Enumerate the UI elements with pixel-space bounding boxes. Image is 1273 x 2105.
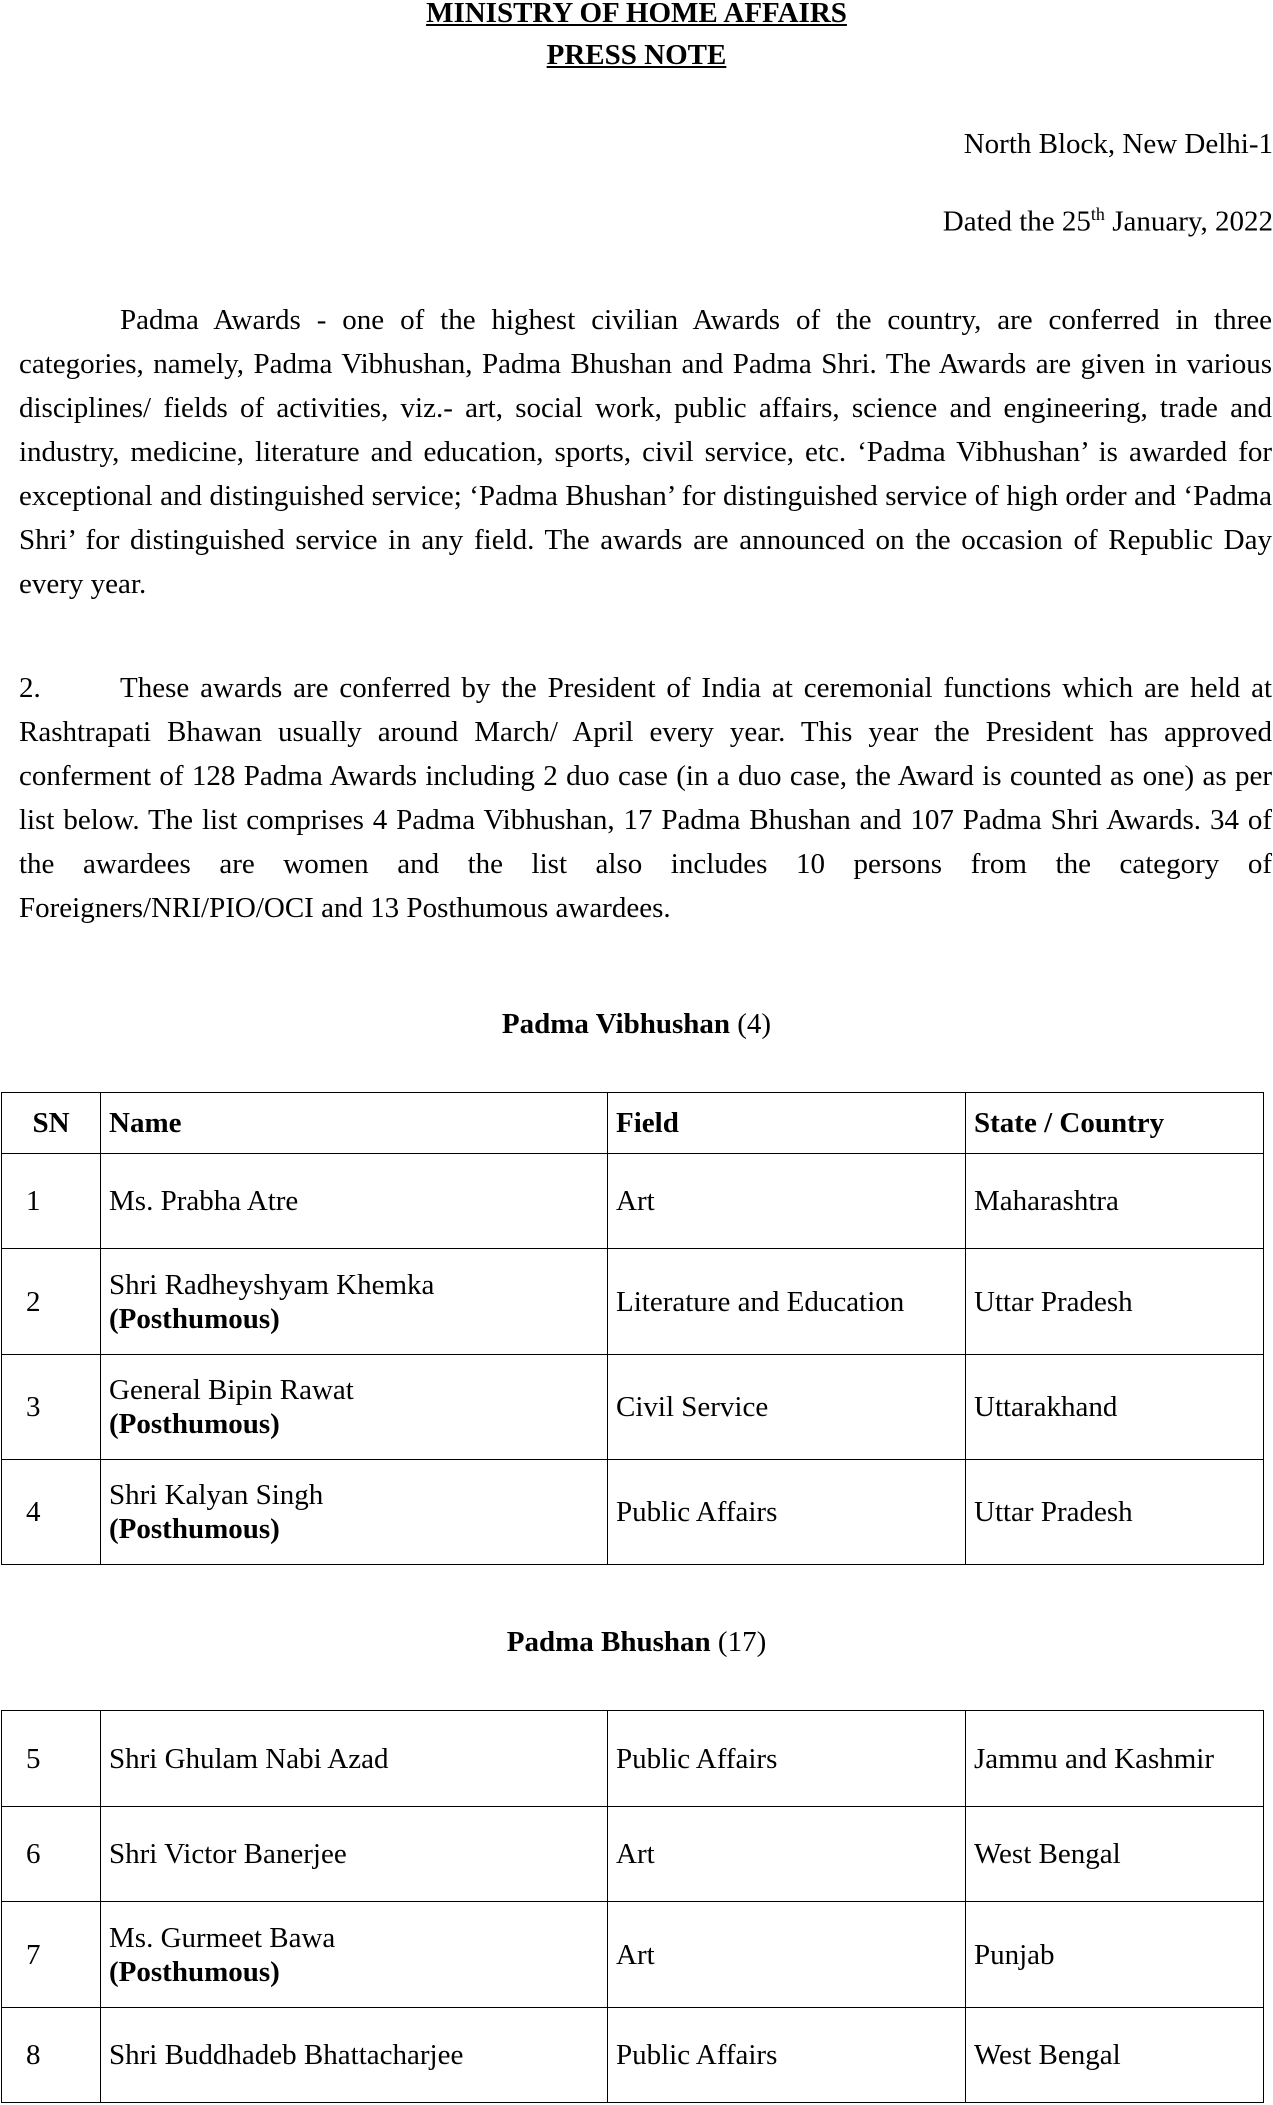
row-state: Uttar Pradesh (966, 1460, 1264, 1565)
row-sn: 1 (2, 1154, 101, 1249)
row-field: Civil Service (608, 1355, 966, 1460)
vibhushan-heading-count: (4) (730, 1008, 772, 1040)
awardee-name: Shri Ghulam Nabi Azad (109, 1742, 389, 1775)
awardee-name: Shri Kalyan Singh (109, 1479, 324, 1511)
awardee-name: General Bipin Rawat (109, 1374, 354, 1406)
paragraph-1-text: Padma Awards - one of the highest civilian Awards of the country, are conferred in three categories, namely, Padma Vibhushan, Padma Bhushan and Padma Shri. The Awards are given in various disciplines/ fields of activities, viz.- art, social work, public affairs, science and engineering, trade and industry, medicine, literature and education, sports, civil service, etc. ‘Padma Vibhushan’ is awarded for exceptional and distinguished service; ‘Padma Bhushan’ for distinguished service of high order and ‘Padma Shri’ for distinguished service in any field. The awards are announced on the occasion of Republic Day every year. (19, 304, 1272, 600)
date-superscript: th (1090, 204, 1105, 224)
row-field: Public Affairs (608, 1711, 966, 1807)
paragraph-2-text: These awards are conferred by the President of India at ceremonial functions which are held at Rashtrapati Bhawan usually around March/ April every year. This year the President has approved conferment of 128 Padma Awards including 2 duo case (in a duo case, the Award is counted as one) as per list below. The list comprises 4 Padma Vibhushan, 17 Padma Bhushan and 107 Padma Shri Awards. 34 of the awardees are women and the list also includes 10 persons from the category of Foreigners/NRI/PIO/OCI and 13 Posthumous awardees. (19, 672, 1272, 924)
table-row (2, 1807, 1264, 1902)
table-row (2, 1460, 1264, 1565)
table-row (2, 2008, 1264, 2103)
posthumous-label: (Posthumous) (109, 1955, 280, 1988)
row-field: Public Affairs (608, 1460, 966, 1565)
date-prefix: Dated the 25 (942, 205, 1091, 238)
row-sn: 3 (2, 1355, 101, 1460)
row-name (101, 2008, 608, 2103)
row-sn: 6 (2, 1807, 101, 1902)
row-sn: 4 (2, 1460, 101, 1565)
row-name (101, 1355, 608, 1460)
row-sn: 7 (2, 1902, 101, 2008)
paragraph-2 (19, 666, 1272, 930)
row-state: West Bengal (966, 1807, 1264, 1902)
row-field: Art (608, 1902, 966, 2008)
row-name (101, 1460, 608, 1565)
posthumous-label: (Posthumous) (109, 1513, 280, 1545)
table-row (2, 1154, 1264, 1249)
posthumous-label: (Posthumous) (109, 1408, 280, 1440)
table-row (2, 1711, 1264, 1807)
press-note-title: PRESS NOTE (546, 39, 727, 71)
row-field: Literature and Education (608, 1249, 966, 1355)
row-state: Jammu and Kashmir (966, 1711, 1264, 1807)
row-sn: 2 (2, 1249, 101, 1355)
table-row (2, 1902, 1264, 2008)
row-sn: 8 (2, 2008, 101, 2103)
awardee-name: Ms. Prabha Atre (109, 1185, 299, 1217)
bhushan-heading (0, 1625, 1273, 1659)
row-field: Art (608, 1807, 966, 1902)
awardee-name: Shri Radheyshyam Khemka (109, 1268, 435, 1301)
row-name (101, 1902, 608, 2008)
vibhushan-heading-title: Padma Vibhushan (501, 1008, 730, 1040)
row-state: West Bengal (966, 2008, 1264, 2103)
row-state: Uttar Pradesh (966, 1249, 1264, 1355)
row-name (101, 1249, 608, 1355)
table-row (2, 1249, 1264, 1355)
date-suffix: January, 2022 (1104, 205, 1273, 238)
column-header-sn: SN (2, 1093, 101, 1154)
vibhushan-table (1, 1092, 1264, 1565)
row-state: Uttarakhand (966, 1355, 1264, 1460)
column-header-name: Name (101, 1093, 608, 1154)
paragraph-2-number: 2. (19, 672, 41, 704)
bhushan-heading-title: Padma Bhushan (506, 1626, 711, 1658)
date-line (943, 197, 1273, 239)
row-name (101, 1154, 608, 1249)
column-header-field: Field (608, 1093, 966, 1154)
paragraph-1 (19, 298, 1272, 606)
vibhushan-heading (0, 1007, 1273, 1041)
awardee-name: Shri Victor Banerjee (109, 1838, 347, 1870)
table-header-row (2, 1093, 1264, 1154)
bhushan-table (1, 1710, 1264, 2103)
row-state: Punjab (966, 1902, 1264, 2008)
posthumous-label: (Posthumous) (109, 1302, 280, 1335)
row-sn: 5 (2, 1711, 101, 1807)
awardee-name: Ms. Gurmeet Bawa (109, 1921, 336, 1954)
ministry-title: MINISTRY OF HOME AFFAIRS (426, 0, 847, 29)
table-row (2, 1355, 1264, 1460)
row-field: Art (608, 1154, 966, 1249)
column-header-state: State / Country (966, 1093, 1264, 1154)
row-field: Public Affairs (608, 2008, 966, 2103)
row-name (101, 1711, 608, 1807)
awardee-name: Shri Buddhadeb Bhattacharjee (109, 2039, 464, 2071)
row-state: Maharashtra (966, 1154, 1264, 1249)
location-line: North Block, New Delhi-1 (963, 128, 1273, 160)
row-name (101, 1807, 608, 1902)
bhushan-heading-count: (17) (710, 1626, 767, 1658)
